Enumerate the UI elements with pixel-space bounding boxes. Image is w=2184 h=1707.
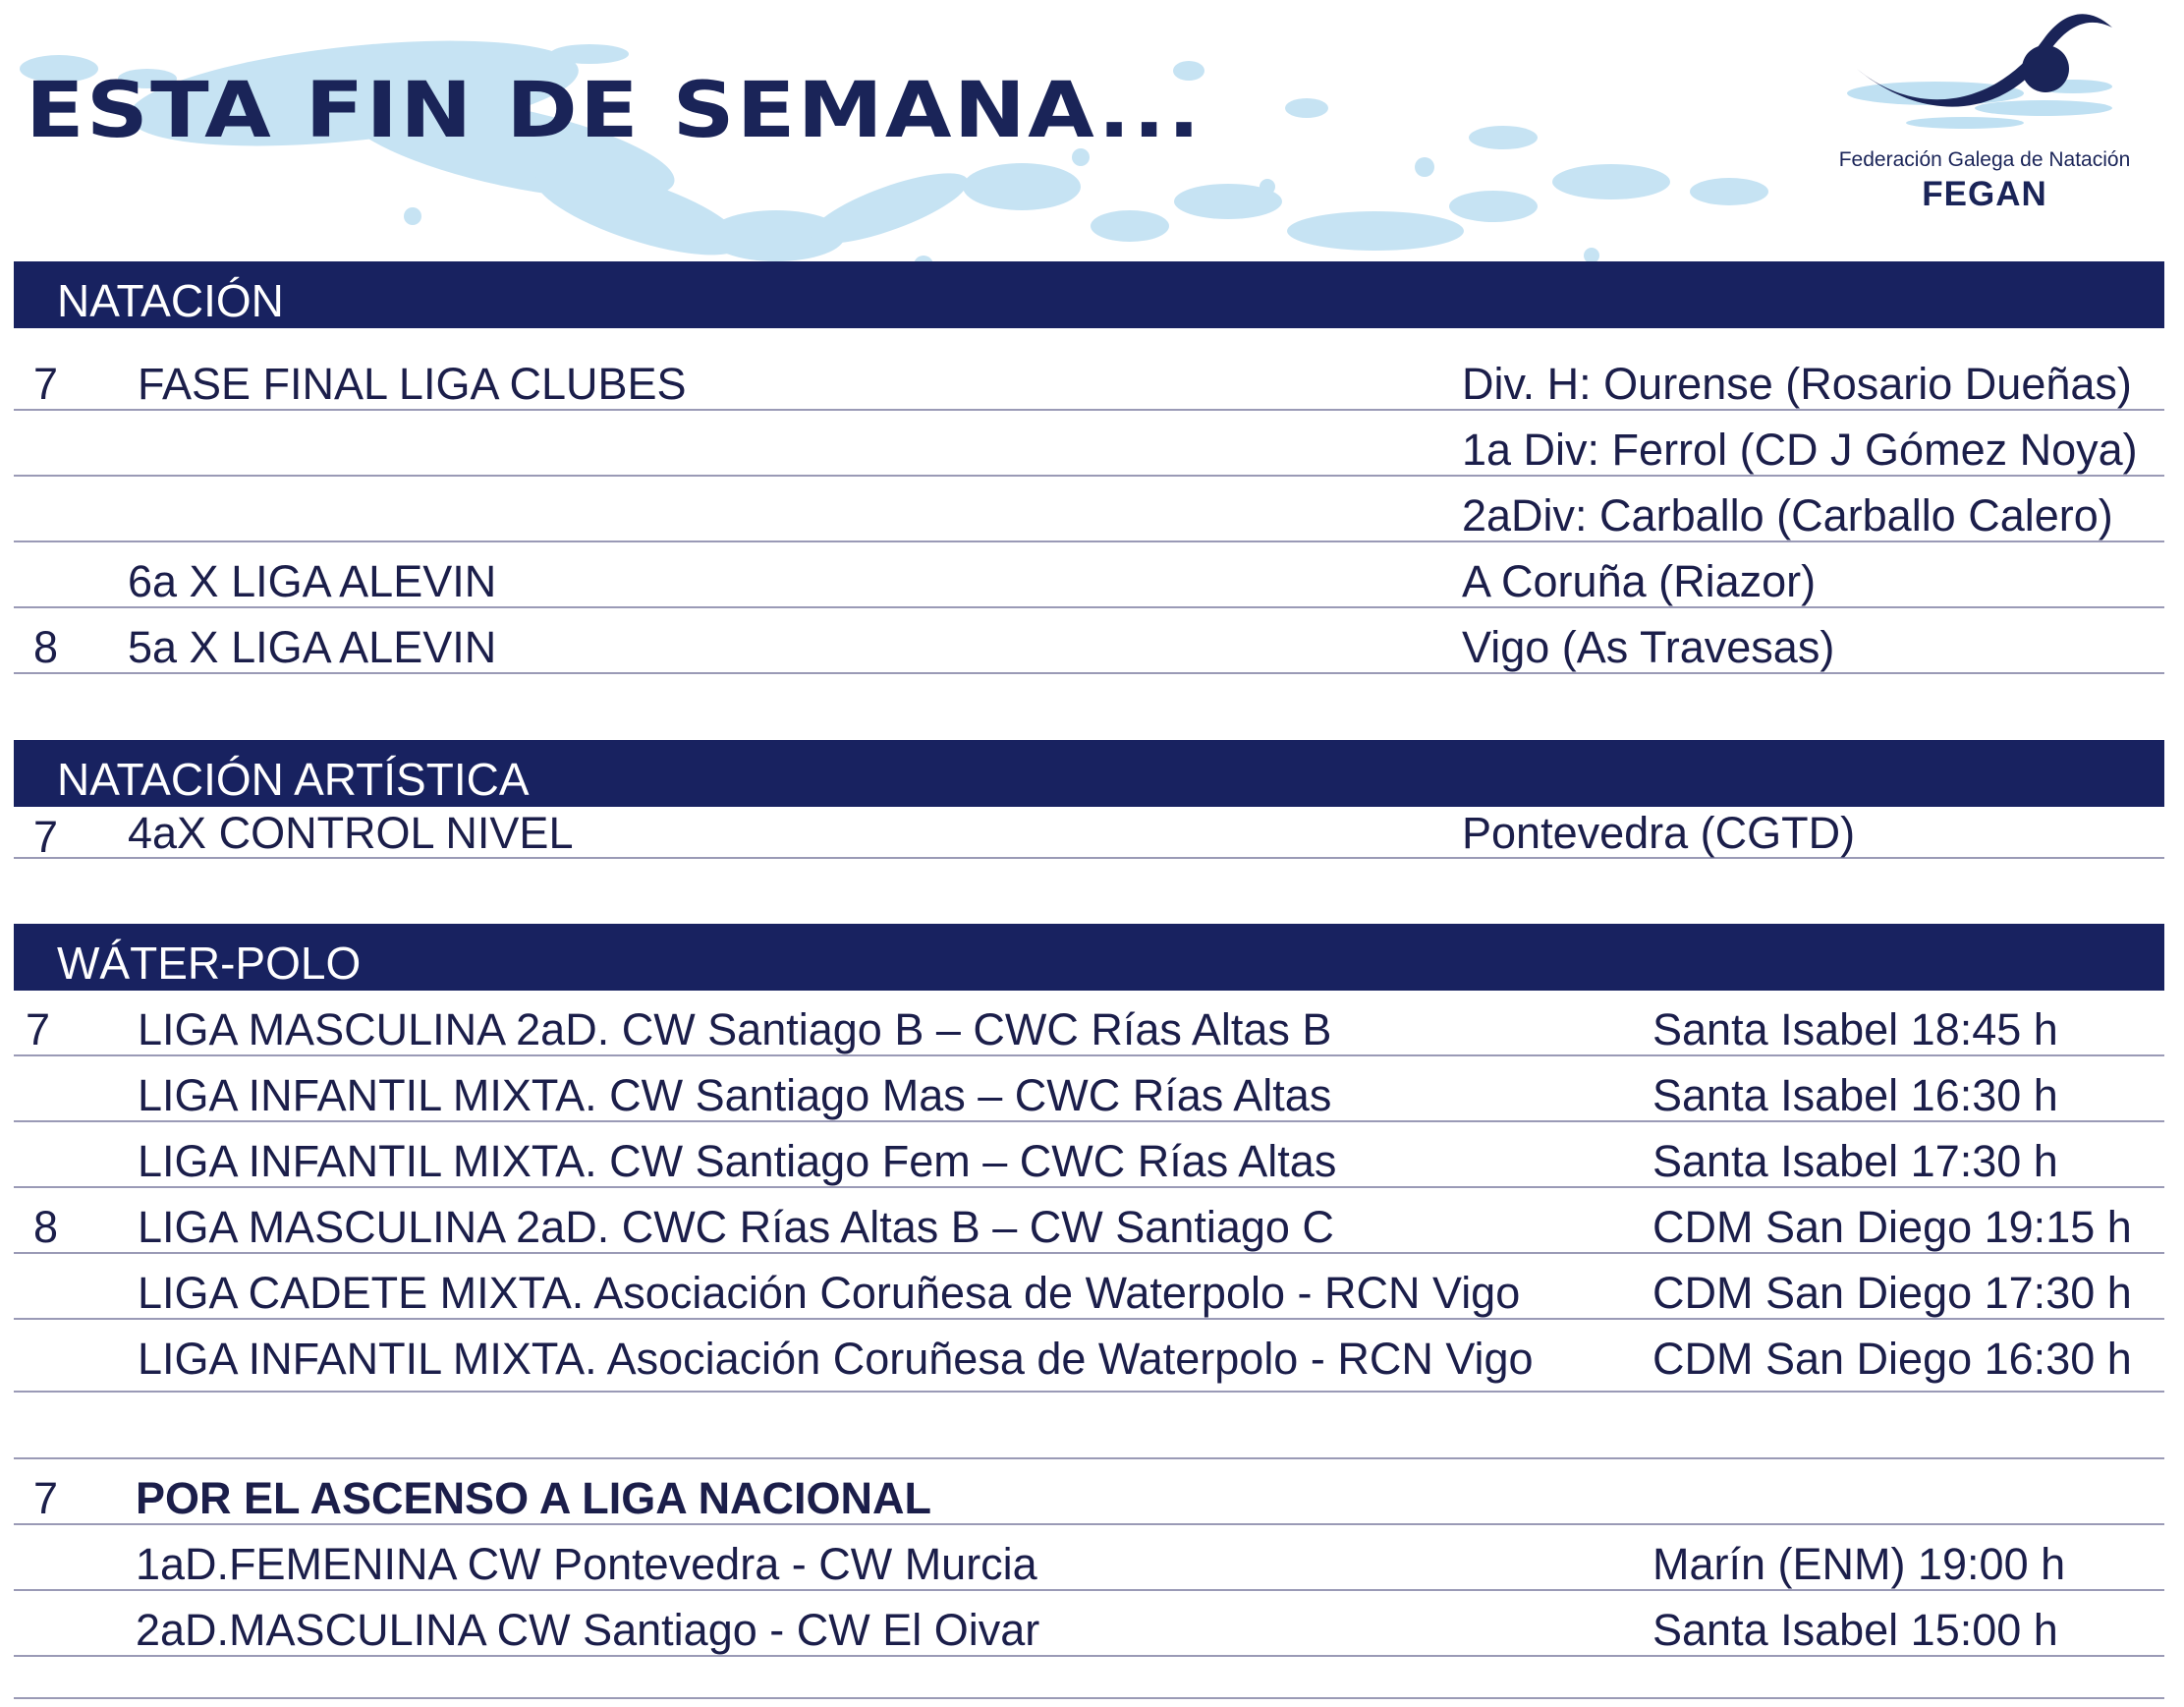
- event-cell: 4aX CONTROL NIVEL: [128, 808, 574, 858]
- place-cell: Div. H: Ourense (Rosario Dueñas): [1462, 359, 2132, 409]
- section-header-artistica: [14, 740, 2164, 807]
- table-row: [14, 991, 2164, 1056]
- place-cell: Santa Isabel 18:45 h: [1652, 1004, 2058, 1054]
- event-cell: LIGA INFANTIL MIXTA. Asociación Coruñesa de Waterpolo - RCN Vigo: [138, 1334, 1534, 1384]
- place-cell: A Coruña (Riazor): [1462, 556, 1817, 606]
- place-cell: CDM San Diego 19:15 h: [1652, 1202, 2132, 1252]
- place-cell: Vigo (As Travesas): [1462, 622, 1835, 672]
- section-header-natacion: [14, 261, 2164, 328]
- logo-federation-name: Federación Galega de Natación: [1838, 148, 2131, 171]
- event-cell: 2aD.MASCULINA CW Santiago - CW El Oivar: [136, 1605, 1040, 1655]
- table-row: [14, 411, 2164, 477]
- place-cell: 2aDiv: Carballo (Carballo Calero): [1462, 490, 2113, 541]
- event-cell: LIGA MASCULINA 2aD. CWC Rías Altas B – CW Santiago C: [138, 1202, 1334, 1252]
- event-cell: POR EL ASCENSO A LIGA NACIONAL: [136, 1473, 932, 1523]
- table-row: [14, 1320, 2164, 1393]
- table-row: [14, 542, 2164, 608]
- day-cell: 7: [26, 1004, 51, 1054]
- table-row: [14, 806, 2164, 862]
- place-cell: CDM San Diego 17:30 h: [1652, 1268, 2132, 1318]
- day-cell: 7: [33, 1473, 59, 1523]
- table-row: [14, 1254, 2164, 1320]
- section-title: NATACIÓN ARTÍSTICA: [57, 754, 530, 805]
- logo-acronym: FEGAN: [1922, 175, 2047, 213]
- day-cell: 8: [33, 1202, 59, 1252]
- page-title: ESTA FIN DE SEMANA...: [26, 67, 1203, 155]
- event-cell: FASE FINAL LIGA CLUBES: [138, 359, 687, 409]
- event-cell: 6a X LIGA ALEVIN: [128, 556, 497, 606]
- event-cell: 1aD.FEMENINA CW Pontevedra - CW Murcia: [136, 1539, 1037, 1589]
- table-row: [14, 1056, 2164, 1122]
- place-cell: Pontevedra (CGTD): [1462, 808, 1856, 858]
- event-cell: LIGA INFANTIL MIXTA. CW Santiago Mas – CWC Rías Altas: [138, 1070, 1332, 1120]
- table-row: [14, 1525, 2164, 1591]
- table-row: [14, 1188, 2164, 1254]
- place-cell: Marín (ENM) 19:00 h: [1652, 1539, 2066, 1589]
- table-row: [14, 1122, 2164, 1188]
- table-row: [14, 1591, 2164, 1657]
- event-cell: 5a X LIGA ALEVIN: [128, 622, 497, 672]
- place-cell: Santa Isabel 17:30 h: [1652, 1136, 2058, 1186]
- event-cell: LIGA MASCULINA 2aD. CW Santiago B – CWC Rías Altas B: [138, 1004, 1332, 1054]
- day-cell: 7: [33, 812, 59, 862]
- section-title: NATACIÓN: [57, 275, 284, 326]
- table-row: [14, 608, 2164, 674]
- day-cell: 8: [33, 622, 59, 672]
- divider: [14, 1697, 2164, 1699]
- table-row: [14, 477, 2164, 542]
- day-cell: 7: [33, 359, 59, 409]
- event-cell: LIGA INFANTIL MIXTA. CW Santiago Fem – CWC Rías Altas: [138, 1136, 1337, 1186]
- table-row: [14, 1459, 2164, 1525]
- section-header-waterpolo: [14, 924, 2164, 991]
- table-row: [14, 345, 2164, 411]
- section-title: WÁTER-POLO: [57, 938, 362, 989]
- event-cell: LIGA CADETE MIXTA. Asociación Coruñesa de Waterpolo - RCN Vigo: [138, 1268, 1521, 1318]
- place-cell: CDM San Diego 16:30 h: [1652, 1334, 2132, 1384]
- place-cell: Santa Isabel 15:00 h: [1652, 1605, 2058, 1655]
- place-cell: Santa Isabel 16:30 h: [1652, 1070, 2058, 1120]
- place-cell: 1a Div: Ferrol (CD J Gómez Noya): [1462, 425, 2138, 475]
